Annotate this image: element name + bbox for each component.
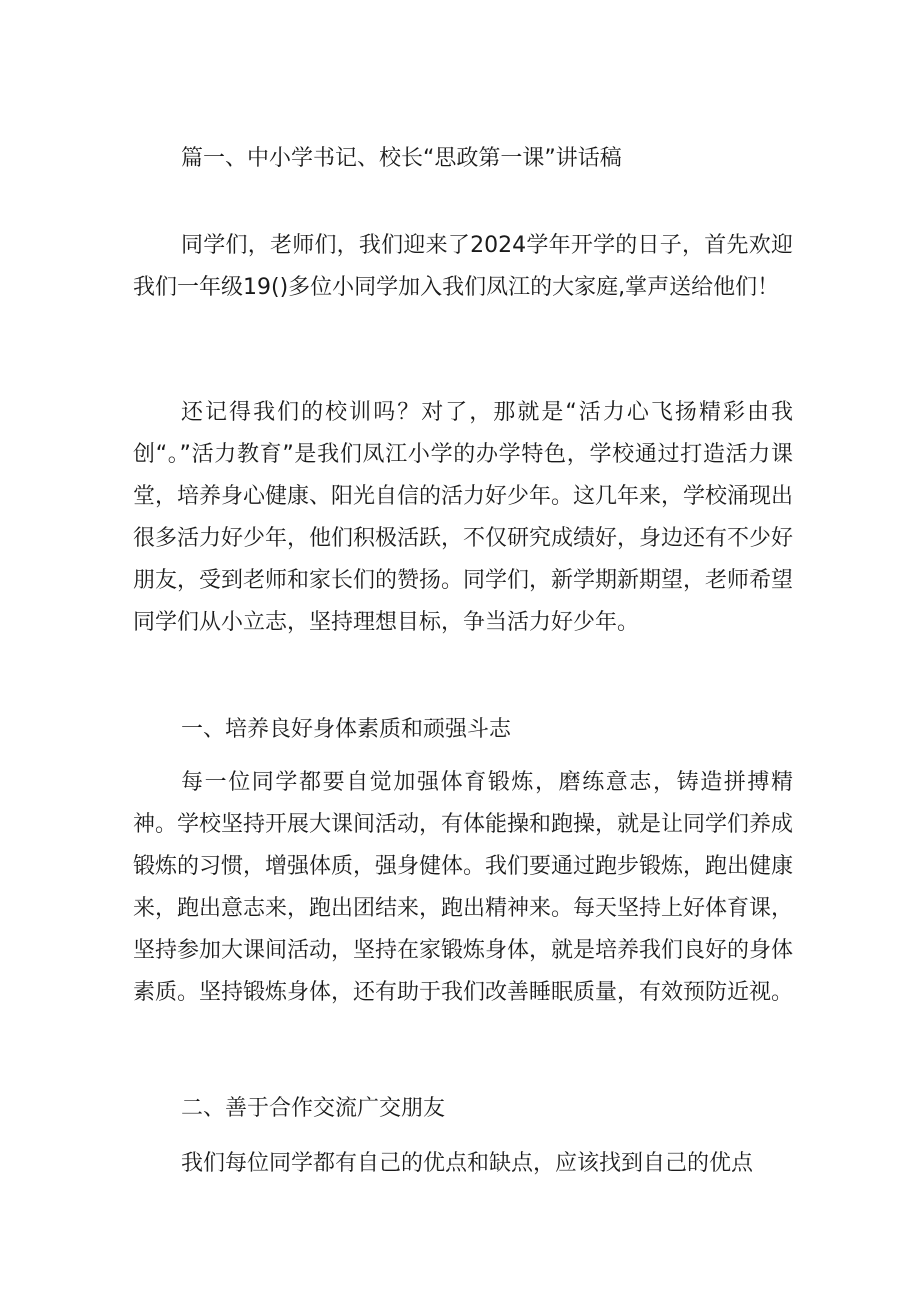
paragraph-greeting: 同学们，老师们，我们迎来了2024学年开学的日子，首先欢迎我们一年级19()多位小同学加入我们凤江的大家庭,掌声送给他们！ [133,233,793,300]
paragraph-cooperation: 我们每位同学都有自己的优点和缺点，应该找到自己的优点 [181,1151,754,1176]
paragraph-physical-training: 每一位同学都要自觉加强体育锻炼，磨练意志，铸造拼搏精神。学校坚持开展大课间活动，有体能操和跑操，就是让同学们养成锻炼的习惯，增强体质，强身健体。我们要通过跑步锻炼，跑出健康来，跑出意志来，跑出团结来，跑出精神来。每天坚持上好体育课，坚持参加大课间活动，坚持在家锻炼身体，就是培养我们良好的身体素质。坚持锻炼身体，还有助于我们改善睡眠质量，有效预防近视。 [133,770,794,1005]
document-title: 篇一、中小学书记、校长“思政第一课”讲话稿 [181,146,622,171]
section-heading-friends: 二、善于合作交流广交朋友 [181,1096,446,1121]
paragraph-school-motto: 还记得我们的校训吗？对了，那就是“活力心飞扬精彩由我创“。”活力教育”是我们凤江小学的办学特色，学校通过打造活力课堂，培养身心健康、阳光自信的活力好少年。这几年来，学校涌现出很多活力好少年，他们积极活跃，不仅研究成绩好，身边还有不少好朋友，受到老师和家长们的赞扬。同学们，新学期新期望，老师希望同学们从小立志，坚持理想目标，争当活力好少年。 [133,400,794,635]
section-heading-physical: 一、培养良好身体素质和顽强斗志 [181,717,512,742]
